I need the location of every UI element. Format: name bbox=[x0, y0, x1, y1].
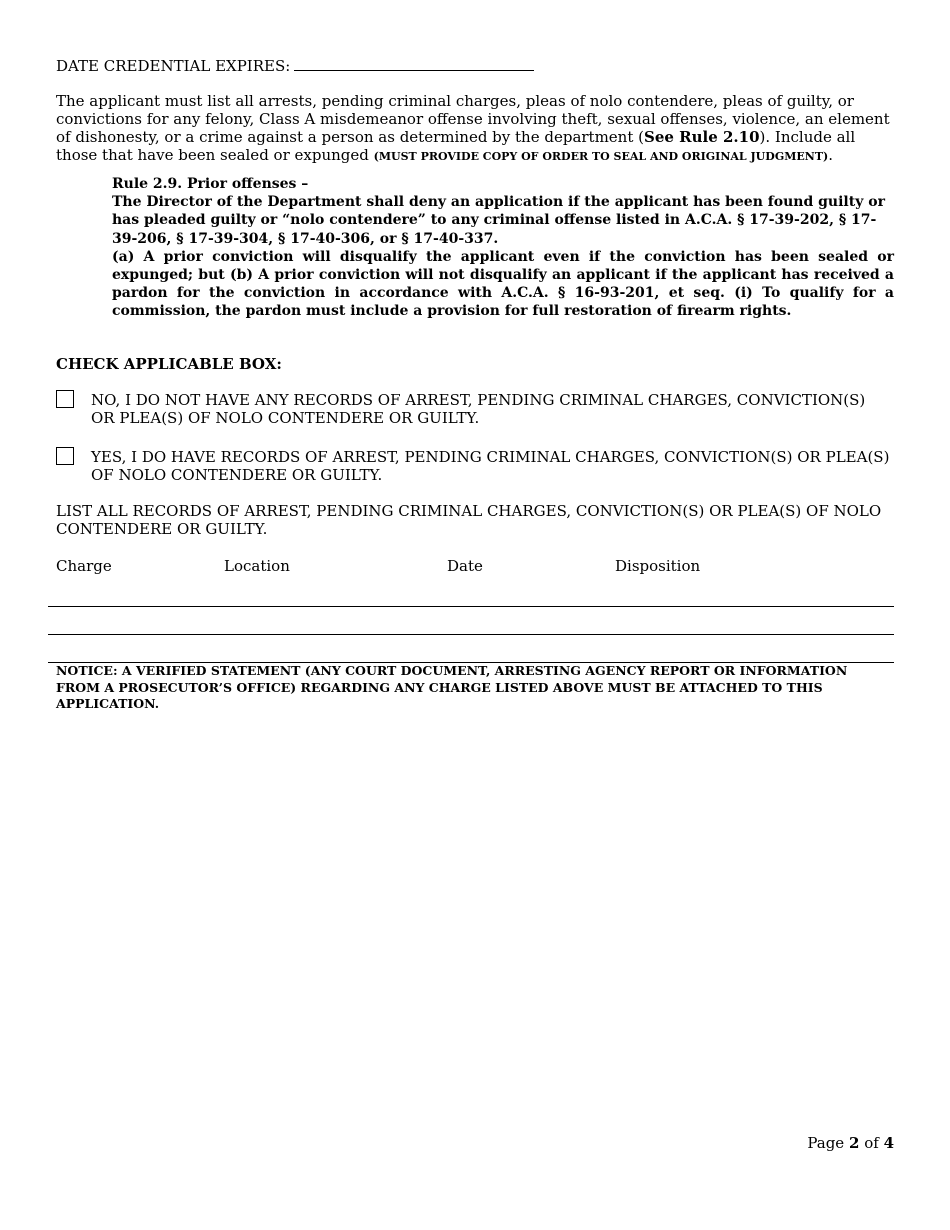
check-heading: CHECK APPLICABLE BOX: bbox=[56, 355, 282, 373]
column-header-disposition: Disposition bbox=[615, 557, 701, 575]
credential-expiry-input[interactable] bbox=[294, 56, 534, 71]
intro-paragraph bbox=[56, 92, 894, 166]
option-no-label: NO, I DO NOT HAVE ANY RECORDS OF ARREST, PENDING CRIMINAL CHARGES, CONVICTION(S) OR PLEA(S) OF NOLO CONTENDERE OR GUILTY. bbox=[91, 391, 866, 427]
page-of: of bbox=[864, 1134, 879, 1152]
column-header-date: Date bbox=[447, 557, 483, 575]
records-instruction: LIST ALL RECORDS OF ARREST, PENDING CRIMINAL CHARGES, CONVICTION(S) OR PLEA(S) OF NOLO CONTENDERE OR GUILTY. bbox=[56, 502, 882, 538]
rule-paragraph-1: The Director of the Department shall deny an application if the applicant has been found guilty or has pleaded guilty or “nolo contendere” to any criminal offense listed in A.C.A. § 17-39-202, § 17-39-206, § 17-39-304, § 17-40-306, or § 17-40-337. bbox=[112, 194, 885, 247]
column-header-location: Location bbox=[224, 557, 290, 575]
page-current: 2 bbox=[848, 1134, 860, 1152]
page-word: Page bbox=[807, 1134, 845, 1152]
option-yes-label: YES, I DO HAVE RECORDS OF ARREST, PENDING CRIMINAL CHARGES, CONVICTION(S) OR PLEA(S) OF NOLO CONTENDERE OR GUILTY. bbox=[91, 448, 890, 484]
credential-expiry-label: DATE CREDENTIAL EXPIRES: bbox=[56, 57, 291, 75]
rule-2-9-block bbox=[112, 175, 894, 321]
rule-paragraph-2: (a) A prior conviction will disqualify the applicant even if the conviction has been sealed or expunged; but (b) A prior conviction will not disqualify an applicant if the applicant has received a pardon for the conviction in accordance with A.C.A. § 16-93-201, et seq. (i) To qualify for a commission, the pardon must include a provision for full restoration of firearm rights. bbox=[112, 248, 894, 320]
notice-text: NOTICE: A VERIFIED STATEMENT (ANY COURT DOCUMENT, ARRESTING AGENCY REPORT OR INFORMATION FROM A PROSECUTOR’S OFFICE) REGARDING ANY CHARGE LISTED ABOVE MUST BE ATTACHED TO THIS APPLICATION. bbox=[56, 663, 848, 711]
checkbox-yes-records[interactable] bbox=[56, 447, 74, 465]
column-header-charge: Charge bbox=[56, 557, 112, 575]
see-rule-reference: See Rule 2.10 bbox=[644, 128, 760, 146]
page-total: 4 bbox=[883, 1134, 894, 1152]
intro-text-middle: ). Include all those that have been sealed or expunged bbox=[56, 128, 856, 164]
page-number bbox=[807, 1134, 894, 1152]
credential-expiry-field bbox=[56, 56, 534, 75]
record-entry-line[interactable] bbox=[48, 634, 894, 635]
must-provide-note: (MUST PROVIDE COPY OF ORDER TO SEAL AND ORIGINAL JUDGMENT) bbox=[373, 150, 829, 163]
intro-text-end: . bbox=[828, 146, 833, 164]
checkbox-no-records[interactable] bbox=[56, 390, 74, 408]
record-entry-line[interactable] bbox=[48, 606, 894, 607]
intro-text-before: The applicant must list all arrests, pending criminal charges, pleas of nolo contendere, pleas of guilty, or convictions for any felony, Class A misdemeanor offense involving theft, sexual offenses, violence, an element of dishonesty, or a crime against a person as determined by the department ( bbox=[56, 92, 890, 146]
rule-title: Rule 2.9. Prior offenses – bbox=[112, 176, 309, 192]
